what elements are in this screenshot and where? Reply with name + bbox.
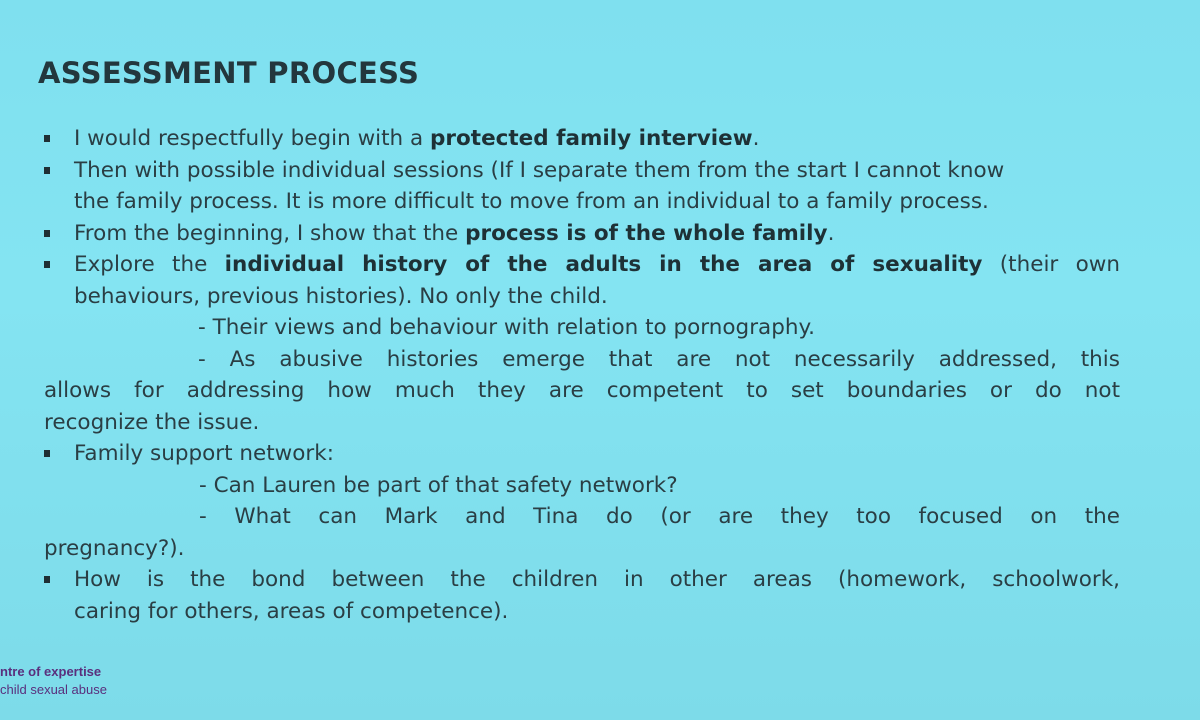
sub-item-mark-tina-text: - What can Mark and Tina do (or are they too focused on the xyxy=(199,504,1120,529)
bullet-icon xyxy=(44,576,50,583)
item-1-bold: protected family interview xyxy=(430,126,753,151)
item-4-text: Explore the xyxy=(74,252,225,277)
item-2-line-2: the family process. It is more difficult to move from an individual to a family process. xyxy=(74,189,989,214)
item-4-line-1 xyxy=(74,249,1120,281)
sub-item-lauren: - Can Lauren be part of that safety network? xyxy=(199,472,678,498)
bullet-icon xyxy=(44,167,50,174)
sub-item-abusive-histories-cont-1: allows for addressing how much they are competent to set boundaries or do not xyxy=(44,378,1120,403)
footer-line-2: child sexual abuse xyxy=(0,682,107,697)
footer-logo-text xyxy=(0,663,107,699)
sub-item-abusive-histories-text: - As abusive histories emerge that are not necessarily addressed, this xyxy=(198,346,1120,372)
item-2-line-1: Then with possible individual sessions (If I separate them from the start I cannot know xyxy=(74,157,1005,183)
item-6-line-2: caring for others, areas of competence). xyxy=(74,598,509,624)
bullet-item-2 xyxy=(44,155,1120,187)
item-3-text: From the beginning, I show that the xyxy=(74,220,466,246)
item-1-end: . xyxy=(752,126,760,151)
sub-item-abusive-histories-cont-2: recognize the issue. xyxy=(44,409,260,435)
item-1-text: I would respectfully begin with a xyxy=(74,126,431,151)
item-3-end: . xyxy=(827,220,835,246)
slide-title: ASSESSMENT PROCESS xyxy=(38,56,420,90)
item-5-text: Family support network: xyxy=(74,441,334,466)
bullet-icon xyxy=(44,261,50,268)
bullet-item-3 xyxy=(44,218,1120,250)
item-6-line-1: How is the bond between the children in other areas (homework, schoolwork, xyxy=(74,567,1120,592)
bullet-item-5 xyxy=(44,438,1120,470)
bullet-icon xyxy=(44,230,50,237)
bullet-item-6 xyxy=(44,564,1120,596)
sub-item-abusive-histories xyxy=(44,344,1120,376)
bullet-item-4 xyxy=(44,249,1120,281)
item-3-bold: process is of the whole family xyxy=(465,220,828,246)
footer-line-1: ntre of expertise xyxy=(0,664,102,679)
item-4-end: (their own xyxy=(982,252,1120,277)
bullet-item-1 xyxy=(44,123,1120,155)
bullet-icon xyxy=(44,450,50,457)
slide-content xyxy=(44,123,1120,627)
sub-item-mark-tina xyxy=(44,501,1120,533)
item-4-bold: individual history of the adults in the area of sexuality xyxy=(224,252,983,277)
bullet-icon xyxy=(44,135,50,142)
sub-item-mark-tina-cont: pregnancy?). xyxy=(44,535,185,561)
sub-item-pornography: - Their views and behaviour with relation to pornography. xyxy=(198,315,815,340)
item-4-line-2: behaviours, previous histories). No only the child. xyxy=(74,283,608,309)
